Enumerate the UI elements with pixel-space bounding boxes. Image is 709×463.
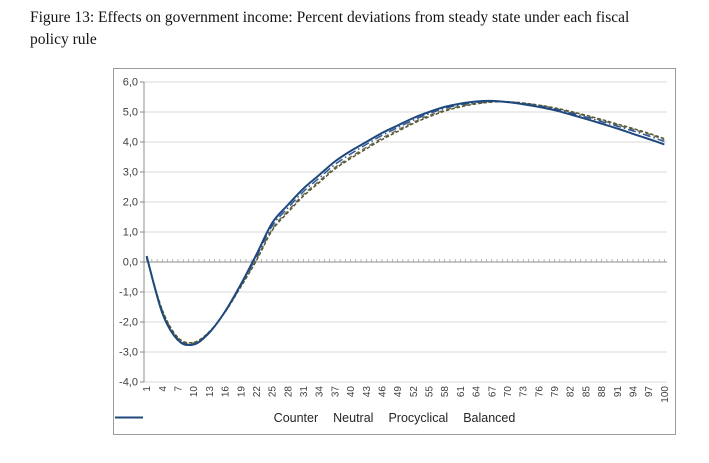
y-tick-label: 2,0	[122, 196, 138, 209]
x-tick-label: 16	[220, 386, 232, 398]
x-tick-label: 94	[628, 386, 640, 398]
figure-caption-line2: policy rule	[30, 31, 97, 48]
x-tick-label: 55	[424, 386, 436, 398]
x-tick-label: 91	[612, 386, 624, 398]
line-chart-plot	[114, 69, 674, 433]
y-tick-label: -3,0	[119, 346, 138, 359]
legend-line-sample-balanced	[114, 411, 144, 423]
x-tick-label: 1	[142, 386, 154, 392]
x-tick-label: 85	[581, 386, 593, 398]
legend-label-neutral: Neutral	[333, 411, 374, 425]
x-tick-label: 46	[377, 386, 389, 398]
x-tick-label: 88	[597, 386, 609, 398]
x-tick-label: 73	[518, 386, 530, 398]
y-tick-label: 1,0	[122, 226, 138, 239]
x-tick-label: 4	[157, 386, 169, 392]
y-tick-label: 0,0	[122, 256, 138, 269]
x-tick-label: 40	[346, 386, 358, 398]
legend-item-procyclical	[388, 411, 448, 425]
x-tick-label: 52	[408, 386, 420, 398]
series-line-procyclical	[147, 101, 665, 345]
x-tick-label: 64	[471, 386, 483, 398]
y-tick-label: -2,0	[119, 316, 138, 329]
x-tick-label: 82	[565, 386, 577, 398]
x-tick-label: 31	[299, 386, 311, 398]
y-tick-label: -4,0	[119, 376, 138, 389]
x-tick-label: 76	[534, 386, 546, 398]
x-tick-label: 7	[173, 386, 185, 392]
x-tick-label: 10	[189, 386, 201, 398]
x-tick-label: 25	[267, 386, 279, 398]
legend-item-balanced	[463, 411, 515, 425]
legend-label-balanced: Balanced	[463, 411, 516, 425]
legend-item-counter	[274, 411, 318, 425]
series-line-balanced	[147, 101, 665, 345]
x-tick-label: 13	[204, 386, 216, 398]
y-tick-label: 4,0	[122, 136, 138, 149]
y-tick-label: 5,0	[122, 106, 138, 119]
figure-caption	[30, 7, 690, 51]
series-line-neutral	[147, 102, 665, 343]
x-tick-label: 97	[644, 386, 656, 398]
x-tick-label: 79	[550, 386, 562, 398]
x-tick-label: 70	[502, 386, 514, 398]
chart-frame	[113, 68, 676, 435]
legend-label-counter: Counter	[273, 411, 319, 425]
x-tick-label: 58	[440, 386, 452, 398]
x-tick-label: 61	[455, 386, 467, 398]
x-tick-label: 49	[393, 386, 405, 398]
y-tick-label: 3,0	[122, 166, 138, 179]
x-tick-label: 28	[283, 386, 295, 398]
series-line-counter	[147, 102, 665, 344]
legend-label-procyclical: Procyclical	[388, 411, 449, 425]
x-tick-label: 37	[330, 386, 342, 398]
y-tick-label: 6,0	[122, 76, 138, 89]
x-tick-label: 19	[236, 386, 248, 398]
y-tick-label: -1,0	[119, 286, 138, 299]
x-tick-label: 43	[361, 386, 373, 398]
chart-legend	[114, 411, 675, 425]
x-tick-label: 22	[251, 386, 263, 398]
x-tick-label: 34	[314, 386, 326, 398]
legend-item-neutral	[333, 411, 373, 425]
figure-caption-line1: Figure 13: Effects on government income: Percent deviations from steady state under each fiscal	[30, 9, 630, 26]
x-tick-label: 67	[487, 386, 499, 398]
x-tick-label: 100	[659, 386, 671, 403]
